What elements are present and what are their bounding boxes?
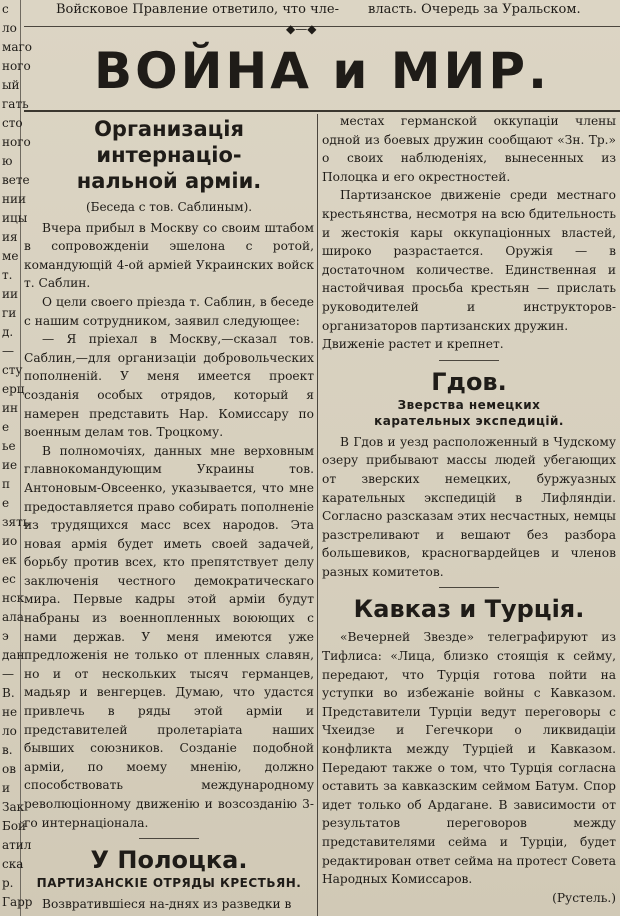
- strip-fragment: ала: [2, 610, 24, 624]
- strip-fragment: сто: [2, 116, 23, 130]
- top-line: [50, 2, 610, 24]
- strip-fragment: ый: [2, 78, 20, 92]
- strip-fragment: е: [2, 496, 10, 510]
- strip-fragment: е: [2, 420, 10, 434]
- top-rule: [24, 26, 620, 27]
- article1-title: Организація интернаціо- нальной арміи.: [76, 117, 262, 193]
- strip-fragment: п: [2, 477, 10, 491]
- strip-fragment: сту: [2, 363, 23, 377]
- strip-fragment: д.: [2, 325, 14, 339]
- strip-fragment: ло: [2, 21, 17, 35]
- strip-fragment: ерц: [2, 382, 25, 396]
- article3-title: Гдов.: [431, 367, 507, 396]
- ornament-icon: ◆—◆: [286, 22, 317, 36]
- strip-fragment: нск: [2, 591, 25, 605]
- strip-fragment: маго: [2, 40, 32, 54]
- article1-paragraph: — Я пріехал в Москву,—сказал тов. Саблин,—для организаціи добровольческих пополненій. У меня имеется проект созданія особых отрядов, который я намерен представить Нар. Комиссару по военным делам тов. Троцкому.: [24, 332, 314, 440]
- strip-fragment: ов: [2, 762, 16, 776]
- article2-subtitle: ПАРТИЗАНСКІЕ ОТРЯДЫ КРЕСТЬЯН.: [36, 876, 302, 891]
- separator: [139, 838, 199, 839]
- article1-paragraph: Вчера прибыл в Москву со своим штабом в сопровожденіи эшелона с ротой, командующій 4-ой арміей Украинских войск т. Саблин.: [24, 220, 314, 291]
- article1-paragraph: В полномочіях, данных мне верховным главнокомандующим Украины тов. Антоновым-Овсеенко, указывается, что мне предоставляется право собирать пополненіе из трудящихся масс всех народов. Эта новая армія будет иметь своей задачей, борьбу против всех, кто препятствует делу заключенія честного демократическаго мира. Первые кадры этой арміи будут набраны из военнопленных воюющих с нами держав. У меня имеются уже предложенія не только от пленных славян, но и от нескольких тысяч германцев, мадьяр и венгерцев. Думаю, что удастся привлечь в ряды этой арміи и представителей пролетаріата наших бывших союзников. Созданіе подобной арміи, по моему мненію, должно способствовать международному революціонному движенію и возсозданію 3-го интернаціонала.: [24, 443, 314, 830]
- article1-paragraph: О цели своего пріезда т. Саблин, в беседе с нашим сотрудником, заявил следующее:: [24, 294, 314, 328]
- continuation-paragraph: Движеніе растет и крепнет.: [322, 337, 504, 352]
- strip-fragment: ю: [2, 154, 13, 168]
- left-column: [24, 112, 314, 914]
- strip-fragment: ги: [2, 306, 17, 320]
- continuation-paragraph: местах германской оккупаціи члены одной из боевых дружин сообщают «Зн. Тр.» о своих наблюденіях, вынесенных из Полоцка и его окрестностей.: [322, 114, 616, 184]
- strip-fragment: Бой: [2, 819, 27, 833]
- article2-paragraph: Возвратившіеся на-днях из разведки в: [42, 897, 292, 912]
- right-column: [322, 112, 616, 907]
- article3-paragraph: В Гдов и уезд расположенный в Чудскому озеру прибывают массы людей убегающих от зверских немецких, буржуазных карательных экспедицій в Лифляндіи. Согласно разсказам этих несчастных, немцы разстреливают и вешают без разбора большевиков, красногвардейцев и членов разных комитетов.: [322, 434, 616, 579]
- strip-fragment: ме: [2, 249, 19, 263]
- top-line-left: Войсковое Правление ответило, что чле-: [56, 2, 340, 17]
- strip-fragment: и: [2, 781, 10, 795]
- strip-fragment: э: [2, 629, 9, 643]
- strip-fragment: р.: [2, 876, 14, 890]
- adjacent-column-fragment: [0, 0, 33, 916]
- strip-fragment: с: [2, 2, 9, 16]
- strip-fragment: ье: [2, 439, 16, 453]
- column-rule: [317, 114, 318, 916]
- continuation-paragraph: Партизанское движеніе среди местнаго крестьянства, несмотря на всю бдительность и жестокія кары оккупаціонных властей, широко разрастается. Оружія — в достаточном количестве. Единственная и настойчивая просьба крестьян — прислать руководителей и инструкторов-организаторов партизанских дружин.: [322, 188, 616, 333]
- strip-fragment: ии: [2, 287, 18, 301]
- strip-fragment: ие: [2, 458, 18, 472]
- article4-signature: (Рустель.): [552, 890, 616, 905]
- strip-fragment: ска: [2, 857, 24, 871]
- strip-fragment: нии: [2, 192, 26, 206]
- strip-fragment: Гарр: [2, 895, 33, 909]
- strip-fragment: т.: [2, 268, 13, 282]
- strip-fragment: ио: [2, 534, 18, 548]
- separator: [439, 587, 499, 588]
- strip-fragment: в.: [2, 743, 13, 757]
- separator: [439, 360, 499, 361]
- top-line-right: власть. Очередь за Уральском.: [368, 2, 581, 17]
- strip-fragment: дан: [2, 648, 25, 662]
- strip-fragment: зять: [2, 515, 30, 529]
- strip-fragment: ицы: [2, 211, 28, 225]
- strip-fragment: ес: [2, 572, 16, 586]
- strip-fragment: ия: [2, 230, 18, 244]
- article4-paragraph: «Вечерней Звезде» телеграфируют из Тифлиса: «Лица, близко стоящія к сейму, передают, что Турція готова пойти на уступки во избежаніе войны с Кавказом. Представители Турціи ведут переговоры с Чхеидзе и Гегечкори о ликвидаціи конфликта между Турціей и Кавказом. Передают также о том, что Турція согласна оставить за кавказским сеймом Батум. Спор идет только об Ардагане. В зависимости от результатов переговоров между представителями сейма и Турціи, будет редактирован ответ сейма на протест Совета Народных Комиссаров.: [322, 630, 616, 887]
- article3-subtitle: Зверства немецких карательных экспедицій.: [374, 397, 564, 428]
- strip-fragment: Зак: [2, 800, 25, 814]
- strip-fragment: ного: [2, 135, 31, 149]
- strip-fragment: В.: [2, 686, 15, 700]
- strip-fragment: ин: [2, 401, 18, 415]
- strip-fragment: ек: [2, 553, 17, 567]
- article2-title: У Полоцка.: [90, 846, 248, 875]
- strip-fragment: ного: [2, 59, 31, 73]
- article1-subtitle: (Беседа с тов. Саблиным).: [85, 200, 253, 214]
- strip-fragment: не: [2, 705, 18, 719]
- article4-title: Кавказ и Турція.: [353, 595, 585, 624]
- strip-fragment: ло: [2, 724, 17, 738]
- strip-fragment: —: [2, 667, 14, 681]
- strip-fragment: атил: [2, 838, 32, 852]
- strip-fragment: вете: [2, 173, 30, 187]
- strip-fragment: гать: [2, 97, 29, 111]
- section-masthead: ВОЙНА и МИР.: [93, 42, 551, 100]
- strip-fragment: —: [2, 344, 14, 358]
